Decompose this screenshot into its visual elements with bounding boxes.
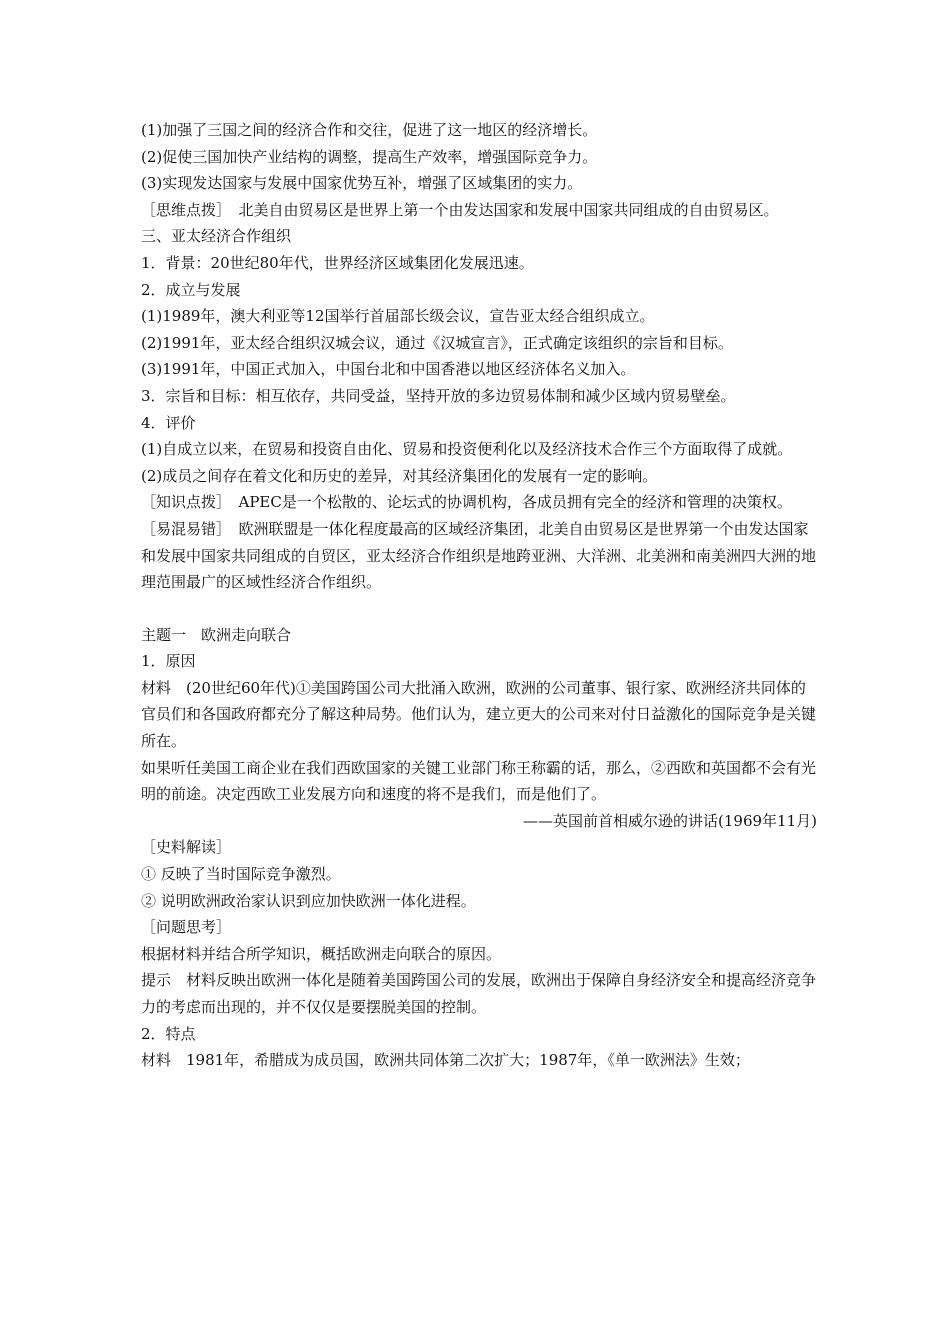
text-line-1: (1)加强了三国之间的经济合作和交往，促进了这一地区的经济增长。 bbox=[141, 121, 598, 139]
interpretation-2: ② 说明欧洲政治家认识到应加快欧洲一体化进程。 bbox=[141, 891, 476, 910]
source-interpretation-label: ［史料解读］ bbox=[141, 838, 232, 857]
text-line-3: (3)实现发达国家与发展中国家优势互补，增强了区域集团的实力。 bbox=[141, 174, 583, 193]
subheading-features: 2．特点 bbox=[141, 1024, 196, 1043]
quote-source: ——英国前首相威尔逊的讲话(1969年11月) bbox=[523, 811, 817, 830]
text-line-goals: 3．宗旨和目标：相互依存，共同受益，坚持开放的多边贸易体制和减少区域内贸易壁垒。 bbox=[141, 386, 736, 405]
topic-heading: 主题一 欧洲走向联合 bbox=[141, 625, 292, 644]
thinking-note: ［思维点拨］ 北美自由贸易区是世界上第一个由发达国家和发展中国家共同组成的自由贸易区。 bbox=[141, 200, 779, 219]
interpretation-1: ① 反映了当时国际竞争激烈。 bbox=[141, 865, 341, 884]
section-heading-apec: 三、亚太经济合作组织 bbox=[141, 227, 292, 246]
document-body bbox=[141, 117, 817, 1074]
question-text: 根据材料并结合所学知识，概括欧洲走向联合的原因。 bbox=[141, 944, 502, 963]
confusion-note: ［易混易错］ 欧洲联盟是一体化程度最高的区域经济集团，北美自由贸易区是世界第一个由发达国家和发展中国家共同组成的自贸区，亚太经济合作组织是地跨亚洲、大洋洲、北美洲和南美洲四大洲的地理范围最广的区域性经济合作组织。 bbox=[141, 519, 817, 592]
material-paragraph-2: 如果听任美国工商企业在我们西欧国家的关键工业部门称王称霸的话，那么，②西欧和英国都不会有光明的前途。决定西欧工业发展方向和速度的将不是我们，而是他们了。 bbox=[141, 758, 817, 804]
subheading-causes: 1．原因 bbox=[141, 652, 196, 671]
material-paragraph-3: 材料 1981年，希腊成为成员国，欧洲共同体第二次扩大；1987年，《单一欧洲法》生效； bbox=[141, 1051, 750, 1070]
question-label: ［问题思考］ bbox=[141, 918, 232, 937]
text-line-2: (2)促使三国加快产业结构的调整，提高生产效率，增强国际竞争力。 bbox=[141, 147, 598, 166]
text-line-1989: (1)1989年，澳大利亚等12国举行首届部长级会议，宣告亚太经合组织成立。 bbox=[141, 307, 655, 326]
hint-paragraph: 提示 材料反映出欧洲一体化是随着美国跨国公司的发展，欧洲出于保障自身经济安全和提高经济竞争力的考虑而出现的，并不仅仅是要摆脱美国的控制。 bbox=[141, 971, 817, 1016]
spacer bbox=[141, 596, 817, 622]
text-line-founding: 2．成立与发展 bbox=[141, 280, 241, 299]
text-line-1991-china: (3)1991年，中国正式加入，中国台北和中国香港以地区经济体名义加入。 bbox=[141, 360, 636, 379]
material-paragraph-1: 材料 (20世纪60年代)①美国跨国公司大批涌入欧洲，欧洲的公司董事、银行家、欧洲经济共同体的官员们和各国政府都充分了解这种局势。他们认为，建立更大的公司来对付日益激化的国际竞争是关键所在。 bbox=[141, 678, 817, 751]
text-line-evaluation: 4．评价 bbox=[141, 413, 196, 432]
text-line-1991-seoul: (2)1991年，亚太经合组织汉城会议，通过《汉城宣言》，正式确定该组织的宗旨和目标。 bbox=[141, 333, 733, 352]
text-line-background: 1．背景：20世纪80年代，世界经济区域集团化发展迅速。 bbox=[141, 253, 534, 272]
knowledge-note: ［知识点拨］ APEC是一个松散的、论坛式的协调机构，各成员拥有完全的经济和管理的决策权。 bbox=[141, 493, 792, 512]
text-evaluation-2: (2)成员之间存在着文化和历史的差异，对其经济集团化的发展有一定的影响。 bbox=[141, 466, 658, 485]
text-evaluation-1: (1)自成立以来，在贸易和投资自由化、贸易和投资便利化以及经济技术合作三个方面取得了成就。 bbox=[141, 440, 793, 459]
